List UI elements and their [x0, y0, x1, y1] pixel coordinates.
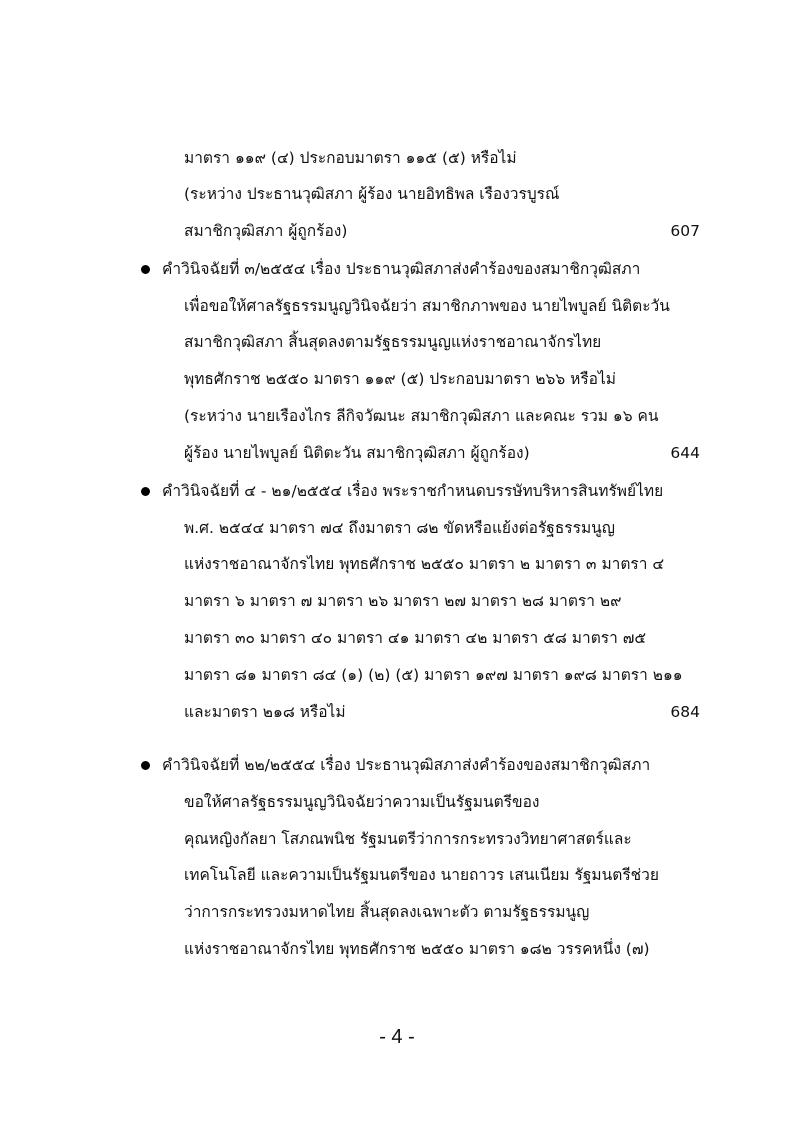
line-text: มาตรา ๘๑ มาตรา ๘๔ (๑) (๒) (๕) มาตรา ๑๙๗ มาตรา ๑๙๘ มาตรา ๒๑๑ [184, 666, 683, 684]
entry-line [184, 213, 700, 249]
entry-line [184, 324, 700, 360]
line-text: และมาตรา ๒๑๘ หรือไม่ [184, 703, 346, 721]
entry-line [184, 288, 700, 324]
entry-line [184, 546, 700, 582]
entry-line [184, 510, 700, 546]
bullet-icon [141, 265, 150, 274]
entry-line [184, 931, 700, 967]
line-text: (ระหว่าง ประธานวุฒิสภา ผู้ร้อง นายอิทธิพล เรืองวรบูรณ์ [184, 185, 560, 203]
line-text: สมาชิกวุฒิสภา ผู้ถูกร้อง) [184, 222, 348, 240]
line-text: ขอให้ศาลรัฐธรรมนูญวินิจฉัยว่าความเป็นรัฐมนตรีของ [184, 793, 540, 811]
entry-line [184, 620, 700, 656]
line-text: เทคโนโลยี และความเป็นรัฐมนตรีของ นายถาวร เสนเนียม รัฐมนตรีช่วย [184, 866, 659, 884]
page-reference: 644 [670, 444, 700, 462]
line-text: แห่งราชอาณาจักรไทย พุทธศักราช ๒๕๕๐ มาตรา ๑๘๒ วรรคหนึ่ง (๗) [184, 940, 650, 958]
line-text: คำวินิจฉัยที่ ๓/๒๕๕๔ เรื่อง ประธานวุฒิสภาส่งคำร้องของสมาชิกวุฒิสภา [162, 260, 641, 278]
line-text: แห่งราชอาณาจักรไทย พุทธศักราช ๒๕๕๐ มาตรา ๒ มาตรา ๓ มาตรา ๔ [184, 555, 665, 573]
line-text: เพื่อขอให้ศาลรัฐธรรมนูญวินิจฉัยว่า สมาชิกภาพของ นายไพบูลย์ นิติตะวัน [184, 297, 670, 315]
line-text: (ระหว่าง นายเรืองไกร ลีกิจวัฒนะ สมาชิกวุฒิสภา และคณะ รวม ๑๖ คน [184, 407, 659, 425]
page-reference: 607 [670, 222, 700, 240]
entry-line [184, 657, 700, 693]
entry-line [184, 821, 700, 857]
line-text: มาตรา ๑๑๙ (๔) ประกอบมาตรา ๑๑๕ (๕) หรือไม่ [184, 149, 517, 167]
line-text: คำวินิจฉัยที่ ๒๒/๒๕๕๔ เรื่อง ประธานวุฒิสภาส่งคำร้องของสมาชิกวุฒิสภา [162, 756, 651, 774]
entry-line [184, 140, 700, 176]
entry-line [184, 361, 700, 397]
entry-line [184, 398, 700, 434]
line-text: พุทธศักราช ๒๕๕๐ มาตรา ๑๑๙ (๕) ประกอบมาตรา ๒๖๖ หรือไม่ [184, 370, 616, 388]
line-text: คุณหญิงกัลยา โสภณพนิช รัฐมนตรีว่าการกระทรวงวิทยาศาสตร์และ [184, 830, 632, 848]
line-text: มาตรา ๖ มาตรา ๗ มาตรา ๒๖ มาตรา ๒๗ มาตรา ๒๘ มาตรา ๒๙ [184, 592, 622, 610]
entry-line [162, 747, 700, 783]
line-text: มาตรา ๓๐ มาตรา ๔๐ มาตรา ๔๑ มาตรา ๔๒ มาตรา ๕๘ มาตรา ๗๕ [184, 629, 647, 647]
entry-line [184, 583, 700, 619]
line-text: คำวินิจฉัยที่ ๔ - ๒๑/๒๕๕๔ เรื่อง พระราชกำหนดบรรษัทบริหารสินทรัพย์ไทย [162, 482, 664, 500]
entry-line [184, 784, 700, 820]
line-text: ผู้ร้อง นายไพบูลย์ นิติตะวัน สมาชิกวุฒิสภา ผู้ถูกร้อง) [184, 444, 530, 462]
entry-line [184, 176, 700, 212]
entry-line [184, 894, 700, 930]
page-reference: 684 [670, 703, 700, 721]
line-text: พ.ศ. ๒๕๔๔ มาตรา ๗๔ ถึงมาตรา ๘๒ ขัดหรือแย้งต่อรัฐธรรมนูญ [184, 519, 615, 537]
bullet-icon [141, 761, 150, 770]
entry-line [184, 435, 700, 471]
entry-line [162, 251, 700, 287]
entry-line [184, 694, 700, 730]
page-number: - 4 - [379, 1026, 415, 1048]
line-text: ว่าการกระทรวงมหาดไทย สิ้นสุดลงเฉพาะตัว ตามรัฐธรรมนูญ [184, 903, 590, 921]
entry-line [162, 473, 700, 509]
bullet-icon [141, 487, 150, 496]
entry-line [184, 857, 700, 893]
line-text: สมาชิกวุฒิสภา สิ้นสุดลงตามรัฐธรรมนูญแห่งราชอาณาจักรไทย [184, 333, 602, 351]
